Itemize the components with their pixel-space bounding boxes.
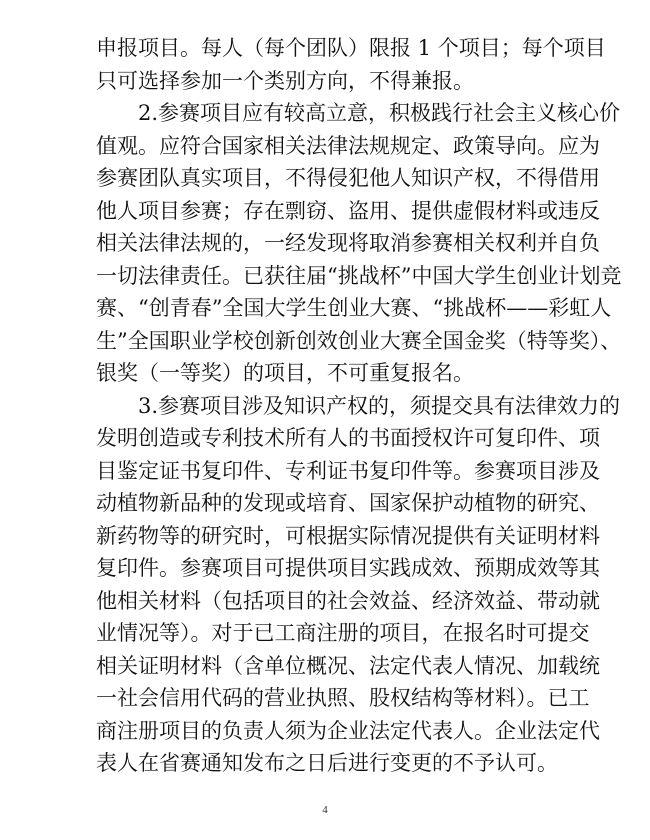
paragraph-line: 3.参赛项目涉及知识产权的，须提交具有法律效力的 xyxy=(138,393,621,418)
paragraph-line: 商注册项目的负责人须为企业法定代表人。企业法定代 xyxy=(96,718,600,743)
document-body xyxy=(96,32,622,780)
paragraph-line: 新药物等的研究时，可根据实际情况提供有关证明材料 xyxy=(96,523,600,548)
paragraph-line: 参赛团队真实项目，不得侵犯他人知识产权，不得借用 xyxy=(96,166,600,190)
paragraph-line: 赛、“创青春”全国大学生创业大赛、“挑战杯——彩虹人 xyxy=(96,296,612,320)
paragraph-line: 银奖（一等奖）的项目，不可重复报名。 xyxy=(96,361,474,385)
paragraph-line: 复印件。参赛项目可提供项目实践成效、预期成效等其 xyxy=(96,556,600,580)
paragraph-line: 动植物新品种的发现或培育、国家保护动植物的研究、 xyxy=(96,491,600,515)
paragraph-line: 生”全国职业学校创新创效创业大赛全国金奖（特等奖）、 xyxy=(96,328,622,353)
paragraph-line: 一社会信用代码的营业执照、股权结构等材料）。已工 xyxy=(96,686,590,710)
paragraph-line: 值观。应符合国家相关法律法规规定、政策导向。应为 xyxy=(96,133,600,158)
paragraph-line: 一切法律责任。已获往届“挑战杯”中国大学生创业计划竞 xyxy=(96,263,622,288)
paragraph-line: 2.参赛项目应有较高立意，积极践行社会主义核心价 xyxy=(138,101,621,125)
paragraph-line: 发明创造或专利技术所有人的书面授权许可复印件、项 xyxy=(96,426,600,450)
paragraph-line: 他相关材料（包括项目的社会效益、经济效益、带动就 xyxy=(96,588,600,613)
paragraph-line: 业情况等）。对于已工商注册的项目，在报名时可提交 xyxy=(96,621,590,645)
paragraph-line: 申报项目。每人（每个团队）限报 1 个项目；每个项目 xyxy=(96,36,606,60)
paragraph-line: 相关证明材料（含单位概况、法定代表人情况、加载统 xyxy=(96,653,600,678)
paragraph-line: 表人在省赛通知发布之日后进行变更的不予认可。 xyxy=(96,751,558,775)
paragraph-line: 相关法律法规的，一经发现将取消参赛相关权利并自负 xyxy=(96,231,600,255)
paragraph-line: 他人项目参赛；存在剽窃、盗用、提供虚假材料或违反 xyxy=(96,198,600,223)
paragraph-line: 只可选择参加一个类别方向，不得兼报。 xyxy=(96,68,474,93)
paragraph-line: 目鉴定证书复印件、专利证书复印件等。参赛项目涉及 xyxy=(96,458,600,483)
page-number: 4 xyxy=(322,804,328,816)
